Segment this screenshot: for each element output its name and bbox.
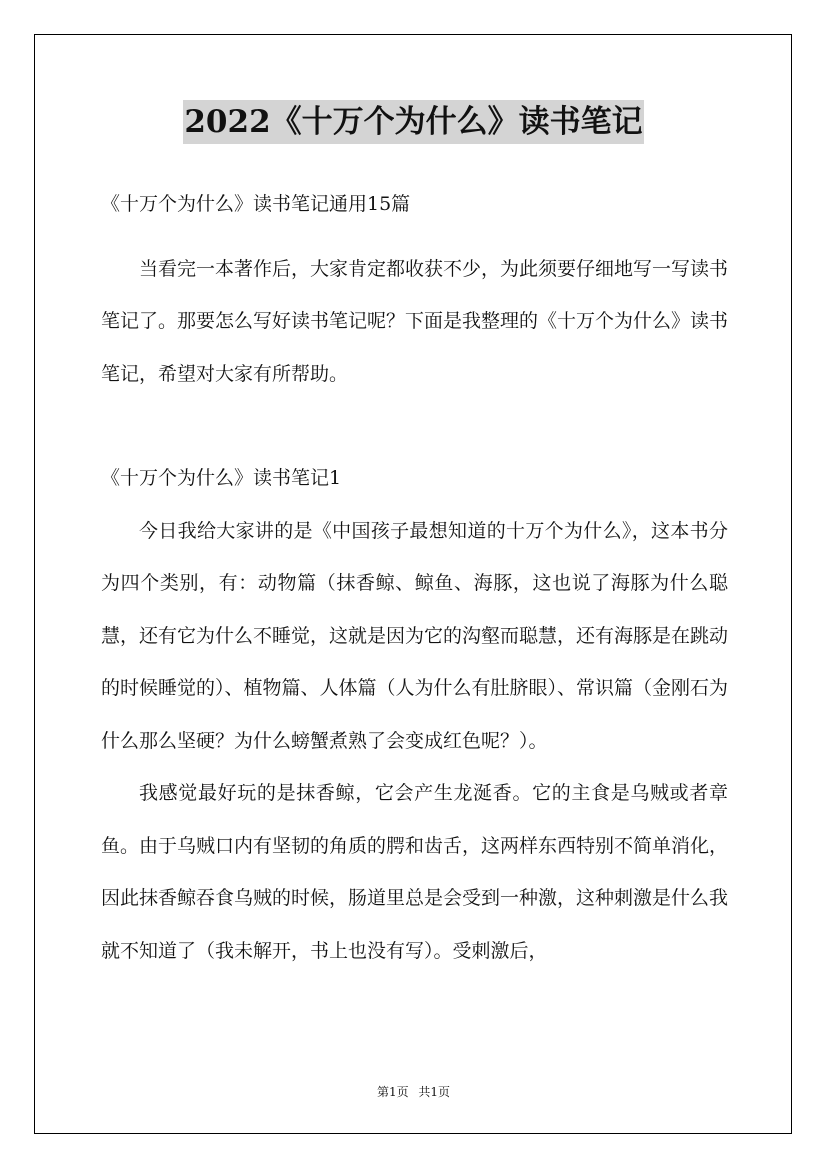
document-body	[101, 178, 728, 977]
body-paragraph-1: 今日我给大家讲的是《中国孩子最想知道的十万个为什么》，这本书分为四个类别，有：动物篇（抹香鲸、鲸鱼、海豚，这也说了海豚为什么聪慧，还有它为什么不睡觉，这就是因为它的沟壑而聪慧，还有海豚是在跳动的时候睡觉的）、植物篇、人体篇（人为什么有肚脐眼）、常识篇（金刚石为什么那么坚硬？为什么螃蟹煮熟了会变成红色呢？）。	[101, 519, 729, 752]
page-number-current: 第1页	[376, 1085, 409, 1099]
title-container	[0, 100, 827, 144]
body-paragraph-2: 我感觉最好玩的是抹香鲸，它会产生龙涎香。它的主食是乌贼或者章鱼。由于乌贼口内有坚韧的角质的腭和齿舌，这两样东西特别不简单消化，因此抹香鲸吞食乌贼的时候，肠道里总是会受到一种激，这种刺激是什么我就不知道了（我未解开，书上也没有写）。受刺激后，	[101, 782, 729, 962]
document-title: 2022《十万个为什么》读书笔记	[183, 100, 643, 144]
section-heading: 《十万个为什么》读书笔记1	[101, 467, 342, 489]
paragraph-gap	[101, 400, 728, 452]
page-number-total: 共1页	[418, 1085, 451, 1099]
document-subtitle: 《十万个为什么》读书笔记通用15篇	[101, 193, 411, 215]
page-footer	[0, 1083, 827, 1101]
intro-paragraph: 当看完一本著作后，大家肯定都收获不少，为此须要仔细地写一写读书笔记了。那要怎么写好读书笔记呢？下面是我整理的《十万个为什么》读书笔记，希望对大家有所帮助。	[101, 257, 729, 385]
